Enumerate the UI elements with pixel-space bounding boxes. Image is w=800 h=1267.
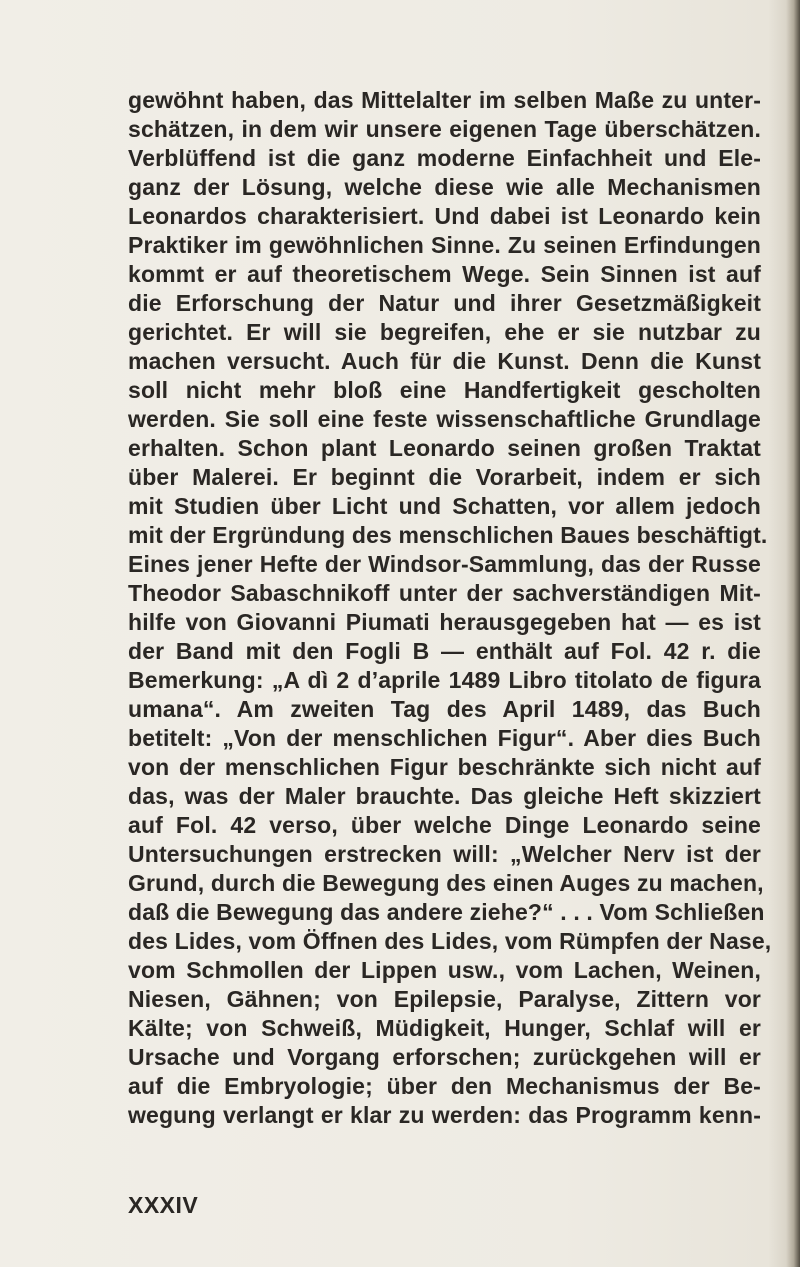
text-line: Verblüffend ist die ganz moderne Einfachheit und Ele- xyxy=(128,145,761,171)
text-line: Eines jener Hefte der Windsor-Sammlung, das der Russe xyxy=(128,551,761,577)
text-line: von der menschlichen Figur beschränkte sich nicht auf xyxy=(128,754,761,780)
text-line: die Erforschung der Natur und ihrer Gesetzmäßigkeit xyxy=(128,290,761,316)
text-line: betitelt: „Von der menschlichen Figur“. Aber dies Buch xyxy=(128,725,761,751)
text-line: über Malerei. Er beginnt die Vorarbeit, indem er sich xyxy=(128,464,761,490)
text-line: vom Schmollen der Lippen usw., vom Lachen, Weinen, xyxy=(128,957,761,983)
body-text xyxy=(128,86,772,1130)
text-line: auf die Embryologie; über den Mechanismus der Be- xyxy=(128,1073,761,1099)
page-number: XXXIV xyxy=(128,1192,199,1218)
text-line: kommt er auf theoretischem Wege. Sein Sinnen ist auf xyxy=(128,261,761,287)
text-line: auf Fol. 42 verso, über welche Dinge Leonardo seine xyxy=(128,812,761,838)
text-line: der Band mit den Fogli B — enthält auf Fol. 42 r. die xyxy=(128,638,761,664)
text-line: umana“. Am zweiten Tag des April 1489, das Buch xyxy=(128,696,761,722)
text-line: gerichtet. Er will sie begreifen, ehe er sie nutzbar zu xyxy=(128,319,761,345)
text-line: des Lides, vom Öffnen des Lides, vom Rümpfen der Nase, xyxy=(128,928,772,954)
text-line: Leonardos charakterisiert. Und dabei ist Leonardo kein xyxy=(128,203,761,229)
text-line: das, was der Maler brauchte. Das gleiche Heft skizziert xyxy=(128,783,761,809)
text-line: ganz der Lösung, welche diese wie alle Mechanismen xyxy=(128,174,761,200)
text-line: Theodor Sabaschnikoff unter der sachverständigen Mit- xyxy=(128,580,761,606)
text-line: gewöhnt haben, das Mittelalter im selben Maße zu unter- xyxy=(128,87,761,113)
text-line: Bemerkung: „A dì 2 d’aprile 1489 Libro titolato de figura xyxy=(128,667,761,693)
text-line: machen versucht. Auch für die Kunst. Denn die Kunst xyxy=(128,348,761,374)
text-line: mit der Ergründung des menschlichen Baues beschäftigt. xyxy=(128,522,768,548)
text-line: hilfe von Giovanni Piumati herausgegeben hat — es ist xyxy=(128,609,761,635)
text-line: Grund, durch die Bewegung des einen Auges zu machen, xyxy=(128,870,764,896)
text-line: wegung verlangt er klar zu werden: das Programm kenn- xyxy=(128,1102,761,1128)
text-line: werden. Sie soll eine feste wissenschaftliche Grundlage xyxy=(128,406,761,432)
text-line: schätzen, in dem wir unsere eigenen Tage überschätzen. xyxy=(128,116,761,142)
text-line: erhalten. Schon plant Leonardo seinen großen Traktat xyxy=(128,435,761,461)
text-line: Ursache und Vorgang erforschen; zurückgehen will er xyxy=(128,1044,761,1070)
text-line: daß die Bewegung das andere ziehe?“ . . . Vom Schließen xyxy=(128,899,765,925)
text-line: Praktiker im gewöhnlichen Sinne. Zu seinen Erfindungen xyxy=(128,232,761,258)
text-line: Untersuchungen erstrecken will: „Welcher Nerv ist der xyxy=(128,841,761,867)
text-line: Kälte; von Schweiß, Müdigkeit, Hunger, Schlaf will er xyxy=(128,1015,761,1041)
text-line: mit Studien über Licht und Schatten, vor allem jedoch xyxy=(128,493,761,519)
text-line: soll nicht mehr bloß eine Handfertigkeit gescholten xyxy=(128,377,761,403)
text-line: Niesen, Gähnen; von Epilepsie, Paralyse, Zittern vor xyxy=(128,986,761,1012)
page-edge-shadow xyxy=(786,0,800,1267)
